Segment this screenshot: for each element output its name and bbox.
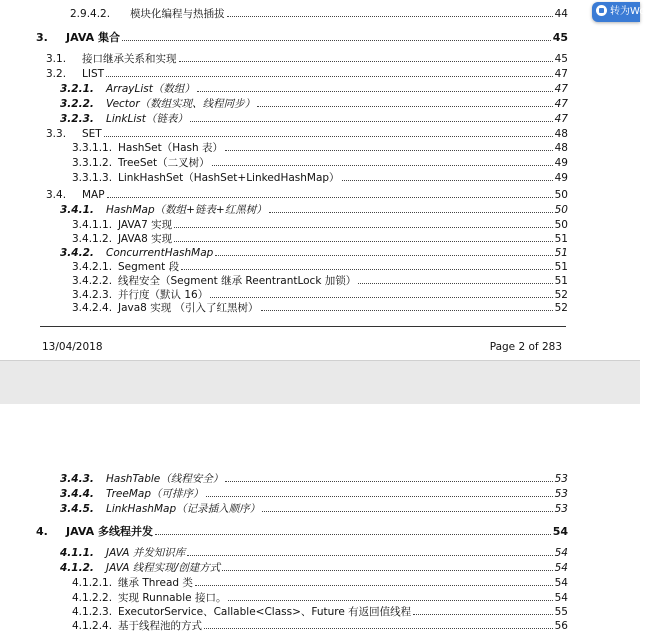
toc-leader-dots [174,227,553,228]
toc-entry-number: 3.2.3. [60,113,94,125]
toc-entry-page: 53 [554,503,568,515]
toc-entry-number: 3.4.2. [60,247,94,259]
toc-leader-dots [106,76,553,77]
toc-leader-dots [358,283,553,284]
toc-entry-title: JAVA 线程实现/创建方式 [106,562,221,574]
toc-entry[interactable] [0,141,640,155]
toc-entry-number: 3.4.2.2. [72,275,113,287]
toc-leader-dots [342,180,553,181]
toc-entry-title: Java8 实现 （引入了红黑树） [118,302,259,314]
toc-entry-page: 49 [554,172,568,184]
toc-entry-title: LinkHashSet（HashSet+LinkedHashMap） [118,172,340,184]
toc-entry-page: 45 [552,31,568,44]
toc-entry-page: 53 [554,473,568,485]
toc-entry[interactable] [0,82,640,96]
toc-leader-dots [179,61,553,62]
toc-entry-number: 3.4.1.1. [72,219,113,231]
toc-entry-page: 45 [554,53,568,65]
toc-entry-page: 51 [554,275,568,287]
toc-entry[interactable] [0,288,640,302]
toc-entry-page: 44 [554,8,568,20]
toc-entry-title: SET [82,128,102,140]
toc-entry-title: ExecutorService、Callable<Class>、Future 有返回值线程 [118,606,412,618]
toc-entry-page: 47 [554,113,568,125]
toc-entry-number: 3. [36,31,48,44]
toc-entry[interactable] [0,7,640,21]
footer-page-number: Page 2 of 283 [489,341,562,353]
toc-entry-page: 47 [554,83,568,95]
toc-entry-title: HashMap（数组+链表+红黑树） [106,204,267,216]
toc-entry[interactable] [0,156,640,170]
toc-leader-dots [215,255,553,256]
page-footer [40,326,566,353]
toc-entry-title: JAVA7 实现 [118,219,173,231]
toc-entry-page: 51 [554,247,568,259]
toc-entry-title: TreeSet（二叉树） [118,157,210,169]
toc-entry-page: 48 [554,128,568,140]
toc-entry-title: HashSet（Hash 表） [118,142,223,154]
toc-entry-page: 54 [554,547,568,559]
toc-leader-dots [210,297,553,298]
toc-entry[interactable] [0,301,640,315]
toc-entry-number: 3.3.1.2. [72,157,113,169]
toc-entry[interactable] [0,232,640,246]
toc-entry-title: TreeMap（可排序） [106,488,204,500]
toc-entry-number: 3.3. [46,128,67,140]
toc-entry-page: 52 [554,302,568,314]
toc-leader-dots [195,585,553,586]
toc-entry-number: 3.4.5. [60,503,94,515]
toc-entry-title: 模块化编程与热插拔 [130,8,225,20]
toc-entry-page: 54 [554,592,568,604]
toc-entry-page: 51 [554,261,568,273]
toc-entry-title: ArrayList（数组） [106,83,195,95]
toc-entry-page: 55 [554,606,568,618]
toc-entry-number: 3.4.2.1. [72,261,113,273]
toc-entry-number: 4.1.2. [60,562,94,574]
toc-entry[interactable] [0,218,640,232]
word-convert-icon [596,5,607,16]
toc-entry-page: 49 [554,157,568,169]
toc-entry[interactable] [0,188,640,202]
toc-leader-dots [155,534,551,535]
toc-leader-dots [190,121,553,122]
toc-leader-dots [104,136,553,137]
toc-entry-page: 56 [554,620,568,632]
toc-entry-page: 54 [554,577,568,589]
convert-to-word-button[interactable] [592,2,645,22]
toc-entry-page: 48 [554,142,568,154]
toc-entry-page: 53 [554,488,568,500]
toc-entry-title: 继承 Thread 类 [118,577,193,589]
toc-entry-number: 3.2.2. [60,98,94,110]
toc-entry-title: HashTable（线程安全） [106,473,224,485]
toc-leader-dots [257,106,553,107]
toc-entry-page: 50 [554,219,568,231]
toc-entry-page: 50 [554,204,568,216]
toc-entry-title: 并行度（默认 16） [118,289,209,301]
toc-leader-dots [122,40,551,41]
toc-entry[interactable] [0,502,640,516]
toc-entry[interactable] [0,260,640,274]
toc-entry-title: 接口继承关系和实现 [82,53,177,65]
toc-entry-number: 4.1.1. [60,547,94,559]
toc-entry[interactable] [0,246,640,260]
toc-entry[interactable] [0,525,640,539]
toc-entry-page: 47 [554,68,568,80]
footer-date: 13/04/2018 [42,341,103,353]
toc-leader-dots [225,481,553,482]
toc-leader-dots [181,269,553,270]
toc-leader-dots [197,91,553,92]
toc-leader-dots [174,241,553,242]
toc-leader-dots [204,628,553,629]
toc-entry-title: LinkHashMap（记录插入顺序） [106,503,261,515]
toc-entry[interactable] [0,546,640,560]
toc-entry-title: MAP [82,189,105,201]
toc-entry-number: 3.4.2.4. [72,302,113,314]
toc-entry-title: ConcurrentHashMap [106,247,214,259]
toc-entry[interactable] [0,605,640,619]
toc-entry-title: LinkList（链表） [106,113,188,125]
toc-entry[interactable] [0,127,640,141]
toc-entry[interactable] [0,31,640,45]
toc-entry-number: 3.4.3. [60,473,94,485]
toc-entry-title: LIST [82,68,105,80]
toc-entry[interactable] [0,52,640,66]
toc-entry[interactable] [0,67,640,81]
toc-entry-title: 线程安全（Segment 继承 ReentrantLock 加锁） [118,275,357,287]
page-separator [0,360,640,404]
toc-entry[interactable] [0,472,640,486]
toc-entry-page: 51 [554,233,568,245]
toc-entry[interactable] [0,576,640,590]
toc-entry-number: 3.4. [46,189,67,201]
toc-leader-dots [227,16,553,17]
toc-entry-title: 基于线程池的方式 [118,620,202,632]
toc-entry-number: 2.9.4.2. [70,8,111,20]
toc-leader-dots [261,310,553,311]
toc-entry-page: 47 [554,98,568,110]
document-page-3 [0,404,640,631]
toc-leader-dots [228,600,553,601]
toc-entry-number: 4.1.2.1. [72,577,113,589]
toc-entry-number: 3.2. [46,68,67,80]
toc-leader-dots [269,212,553,213]
toc-entry-title: JAVA 并发知识库 [106,547,186,559]
toc-entry-page: 54 [552,525,568,538]
toc-entry-number: 3.4.1.2. [72,233,113,245]
toc-entry[interactable] [0,487,640,501]
toc-entry-number: 4.1.2.2. [72,592,113,604]
toc-leader-dots [225,150,553,151]
toc-entry-title: JAVA 多线程并发 [66,525,153,538]
toc-leader-dots [206,496,553,497]
toc-entry[interactable] [0,203,640,217]
toc-entry-title: JAVA 集合 [66,31,120,44]
toc-entry-number: 3.2.1. [60,83,94,95]
toc-entry-title: JAVA8 实现 [118,233,173,245]
toc-leader-dots [187,555,553,556]
toc-entry[interactable] [0,274,640,288]
toc-entry[interactable] [0,171,640,185]
toc-entry-number: 3.4.2.3. [72,289,113,301]
toc-entry-number: 3.3.1.3. [72,172,113,184]
toc-entry-number: 3.1. [46,53,67,65]
toc-entry-number: 3.4.1. [60,204,94,216]
toc-entry-page: 52 [554,289,568,301]
toc-entry-number: 4.1.2.4. [72,620,113,632]
toc-leader-dots [262,511,553,512]
toc-entry[interactable] [0,112,640,126]
toc-entry-title: 实现 Runnable 接口。 [118,592,227,604]
toc-leader-dots [222,570,553,571]
toc-entry-number: 3.4.4. [60,488,94,500]
toc-entry-number: 4.1.2.3. [72,606,113,618]
toc-entry-page: 54 [554,562,568,574]
toc-entry-title: Vector（数组实现、线程同步） [106,98,256,110]
toc-entry[interactable] [0,561,640,575]
toc-entry-number: 4. [36,525,48,538]
toc-entry[interactable] [0,591,640,605]
toc-entry[interactable] [0,97,640,111]
toc-entry[interactable] [0,619,640,633]
toc-leader-dots [212,165,553,166]
toc-leader-dots [107,197,553,198]
toc-entry-number: 3.3.1.1. [72,142,113,154]
toc-leader-dots [413,614,553,615]
convert-badge-label: 转为Wo [610,6,645,17]
toc-entry-title: Segment 段 [118,261,180,273]
toc-entry-page: 50 [554,189,568,201]
